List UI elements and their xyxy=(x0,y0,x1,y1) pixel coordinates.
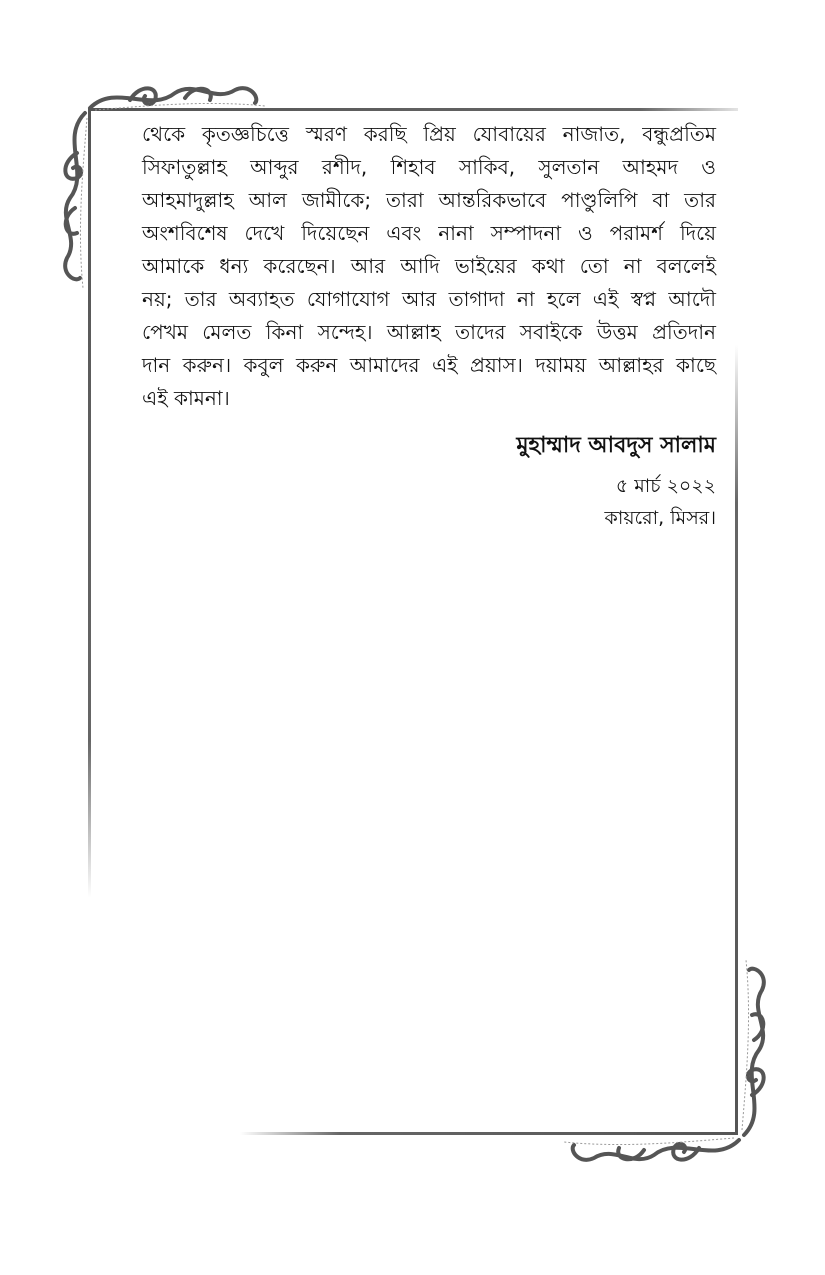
signature-place: কায়রো, মিসর। xyxy=(604,507,716,529)
acknowledgement-paragraph xyxy=(142,118,716,415)
text-line: অংশবিশেষ দেখে দিয়েছেন এবং নানা সম্পাদনা ও পরামর্শ দিয়ে xyxy=(142,221,716,245)
text-line: নয়; তার অব্যাহত যোগাযোগ আর তাগাদা না হলে এই স্বপ্ন আদৌ xyxy=(142,287,716,311)
text-line: পেখম মেলত কিনা সন্দেহ। আল্লাহ তাদের সবাইকে উত্তম প্রতিদান xyxy=(142,320,716,344)
signature-date: ৫ মার্চ ২০২২ xyxy=(615,475,716,497)
text-line: দান করুন। কবুল করুন আমাদের এই প্রয়াস। দয়াময় আল্লাহর কাছে xyxy=(142,353,716,377)
text-line: এই কামনা। xyxy=(142,386,230,410)
text-line: আমাকে ধন্য করেছেন। আর আদি ভাইয়ের কথা তো না বললেই xyxy=(142,254,716,278)
corner-ornament-bottom-right-icon xyxy=(560,950,775,1170)
text-line: আহমাদুল্লাহ আল জামীকে; তারা আন্তরিকভাবে পাণ্ডুলিপি বা তার xyxy=(142,188,716,212)
author-signature-name: মুহাম্মাদ আবদুস সালাম xyxy=(516,433,716,458)
text-line: থেকে কৃতজ্ঞচিত্তে স্মরণ করছি প্রিয় যোবায়ের নাজাত, বন্ধুপ্রতিম xyxy=(142,122,716,146)
text-line: সিফাতুল্লাহ আব্দুর রশীদ, শিহাব সাকিব, সুলতান আহমদ ও xyxy=(142,155,716,179)
